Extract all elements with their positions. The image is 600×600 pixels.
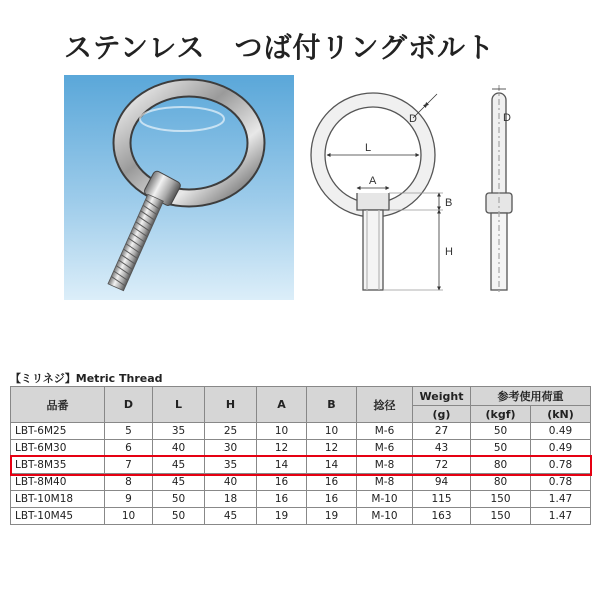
cell-model: LBT-8M35 — [11, 457, 105, 474]
cell-h: 25 — [205, 423, 257, 440]
cell-model: LBT-6M25 — [11, 423, 105, 440]
cell-weight: 27 — [413, 423, 471, 440]
cell-load-kgf: 50 — [471, 423, 531, 440]
cell-load-kgf: 150 — [471, 491, 531, 508]
label-a: A — [369, 175, 377, 187]
header-weight: Weight — [413, 387, 471, 406]
cell-h: 45 — [205, 508, 257, 525]
cell-l: 40 — [153, 440, 205, 457]
cell-b: 16 — [307, 474, 357, 491]
cell-h: 30 — [205, 440, 257, 457]
cell-d: 6 — [105, 440, 153, 457]
label-d-side: D — [503, 112, 511, 124]
header-h: H — [205, 387, 257, 423]
cell-load-kn: 0.49 — [531, 440, 591, 457]
cell-load-kgf: 150 — [471, 508, 531, 525]
table-row-highlighted — [11, 457, 591, 474]
cell-a: 16 — [257, 474, 307, 491]
cell-weight: 115 — [413, 491, 471, 508]
cell-thread: M-10 — [357, 508, 413, 525]
cell-l: 35 — [153, 423, 205, 440]
cell-load-kgf: 80 — [471, 474, 531, 491]
table-row — [11, 491, 591, 508]
table-row — [11, 474, 591, 491]
cell-d: 8 — [105, 474, 153, 491]
cell-model: LBT-10M18 — [11, 491, 105, 508]
cell-thread: M-6 — [357, 423, 413, 440]
cell-b: 16 — [307, 491, 357, 508]
header-model: 品番 — [11, 387, 105, 423]
header-d: D — [105, 387, 153, 423]
cell-weight: 72 — [413, 457, 471, 474]
product-photo — [64, 75, 294, 300]
cell-thread: M-8 — [357, 474, 413, 491]
cell-model: LBT-6M30 — [11, 440, 105, 457]
table-row — [11, 508, 591, 525]
cell-h: 40 — [205, 474, 257, 491]
cell-l: 50 — [153, 491, 205, 508]
cell-load-kn: 0.49 — [531, 423, 591, 440]
cell-load-kn: 0.78 — [531, 457, 591, 474]
header-thread: 捻径 — [357, 387, 413, 423]
table-row — [11, 423, 591, 440]
header-load: 参考使用荷重 — [471, 387, 591, 406]
header-a: A — [257, 387, 307, 423]
cell-d: 10 — [105, 508, 153, 525]
cell-l: 50 — [153, 508, 205, 525]
cell-h: 35 — [205, 457, 257, 474]
cell-load-kn: 1.47 — [531, 491, 591, 508]
table-row — [11, 440, 591, 457]
header-load-kgf: (kgf) — [471, 406, 531, 423]
cell-l: 45 — [153, 457, 205, 474]
cell-model: LBT-8M40 — [11, 474, 105, 491]
cell-load-kn: 0.78 — [531, 474, 591, 491]
cell-a: 14 — [257, 457, 307, 474]
section-label: 【ミリネジ】Metric Thread — [10, 372, 163, 385]
cell-b: 14 — [307, 457, 357, 474]
cell-d: 7 — [105, 457, 153, 474]
table-header-row — [11, 387, 591, 406]
cell-a: 16 — [257, 491, 307, 508]
cell-b: 12 — [307, 440, 357, 457]
header-b: B — [307, 387, 357, 423]
cell-thread: M-10 — [357, 491, 413, 508]
cell-weight: 43 — [413, 440, 471, 457]
label-b: B — [445, 197, 453, 209]
header-weight-unit: (g) — [413, 406, 471, 423]
cell-load-kn: 1.47 — [531, 508, 591, 525]
cell-b: 19 — [307, 508, 357, 525]
dimension-diagram — [305, 75, 535, 300]
cell-weight: 163 — [413, 508, 471, 525]
cell-a: 10 — [257, 423, 307, 440]
page-title: ステンレス つば付リングボルト — [64, 31, 495, 64]
label-d: D — [409, 113, 417, 125]
cell-a: 12 — [257, 440, 307, 457]
label-l: L — [365, 142, 372, 154]
cell-load-kgf: 80 — [471, 457, 531, 474]
cell-model: LBT-10M45 — [11, 508, 105, 525]
header-load-kn: (kN) — [531, 406, 591, 423]
cell-d: 5 — [105, 423, 153, 440]
cell-d: 9 — [105, 491, 153, 508]
cell-thread: M-8 — [357, 457, 413, 474]
cell-b: 10 — [307, 423, 357, 440]
cell-thread: M-6 — [357, 440, 413, 457]
cell-load-kgf: 50 — [471, 440, 531, 457]
header-l: L — [153, 387, 205, 423]
label-h: H — [445, 246, 453, 258]
cell-l: 45 — [153, 474, 205, 491]
spec-table — [10, 386, 591, 525]
cell-a: 19 — [257, 508, 307, 525]
cell-weight: 94 — [413, 474, 471, 491]
cell-h: 18 — [205, 491, 257, 508]
